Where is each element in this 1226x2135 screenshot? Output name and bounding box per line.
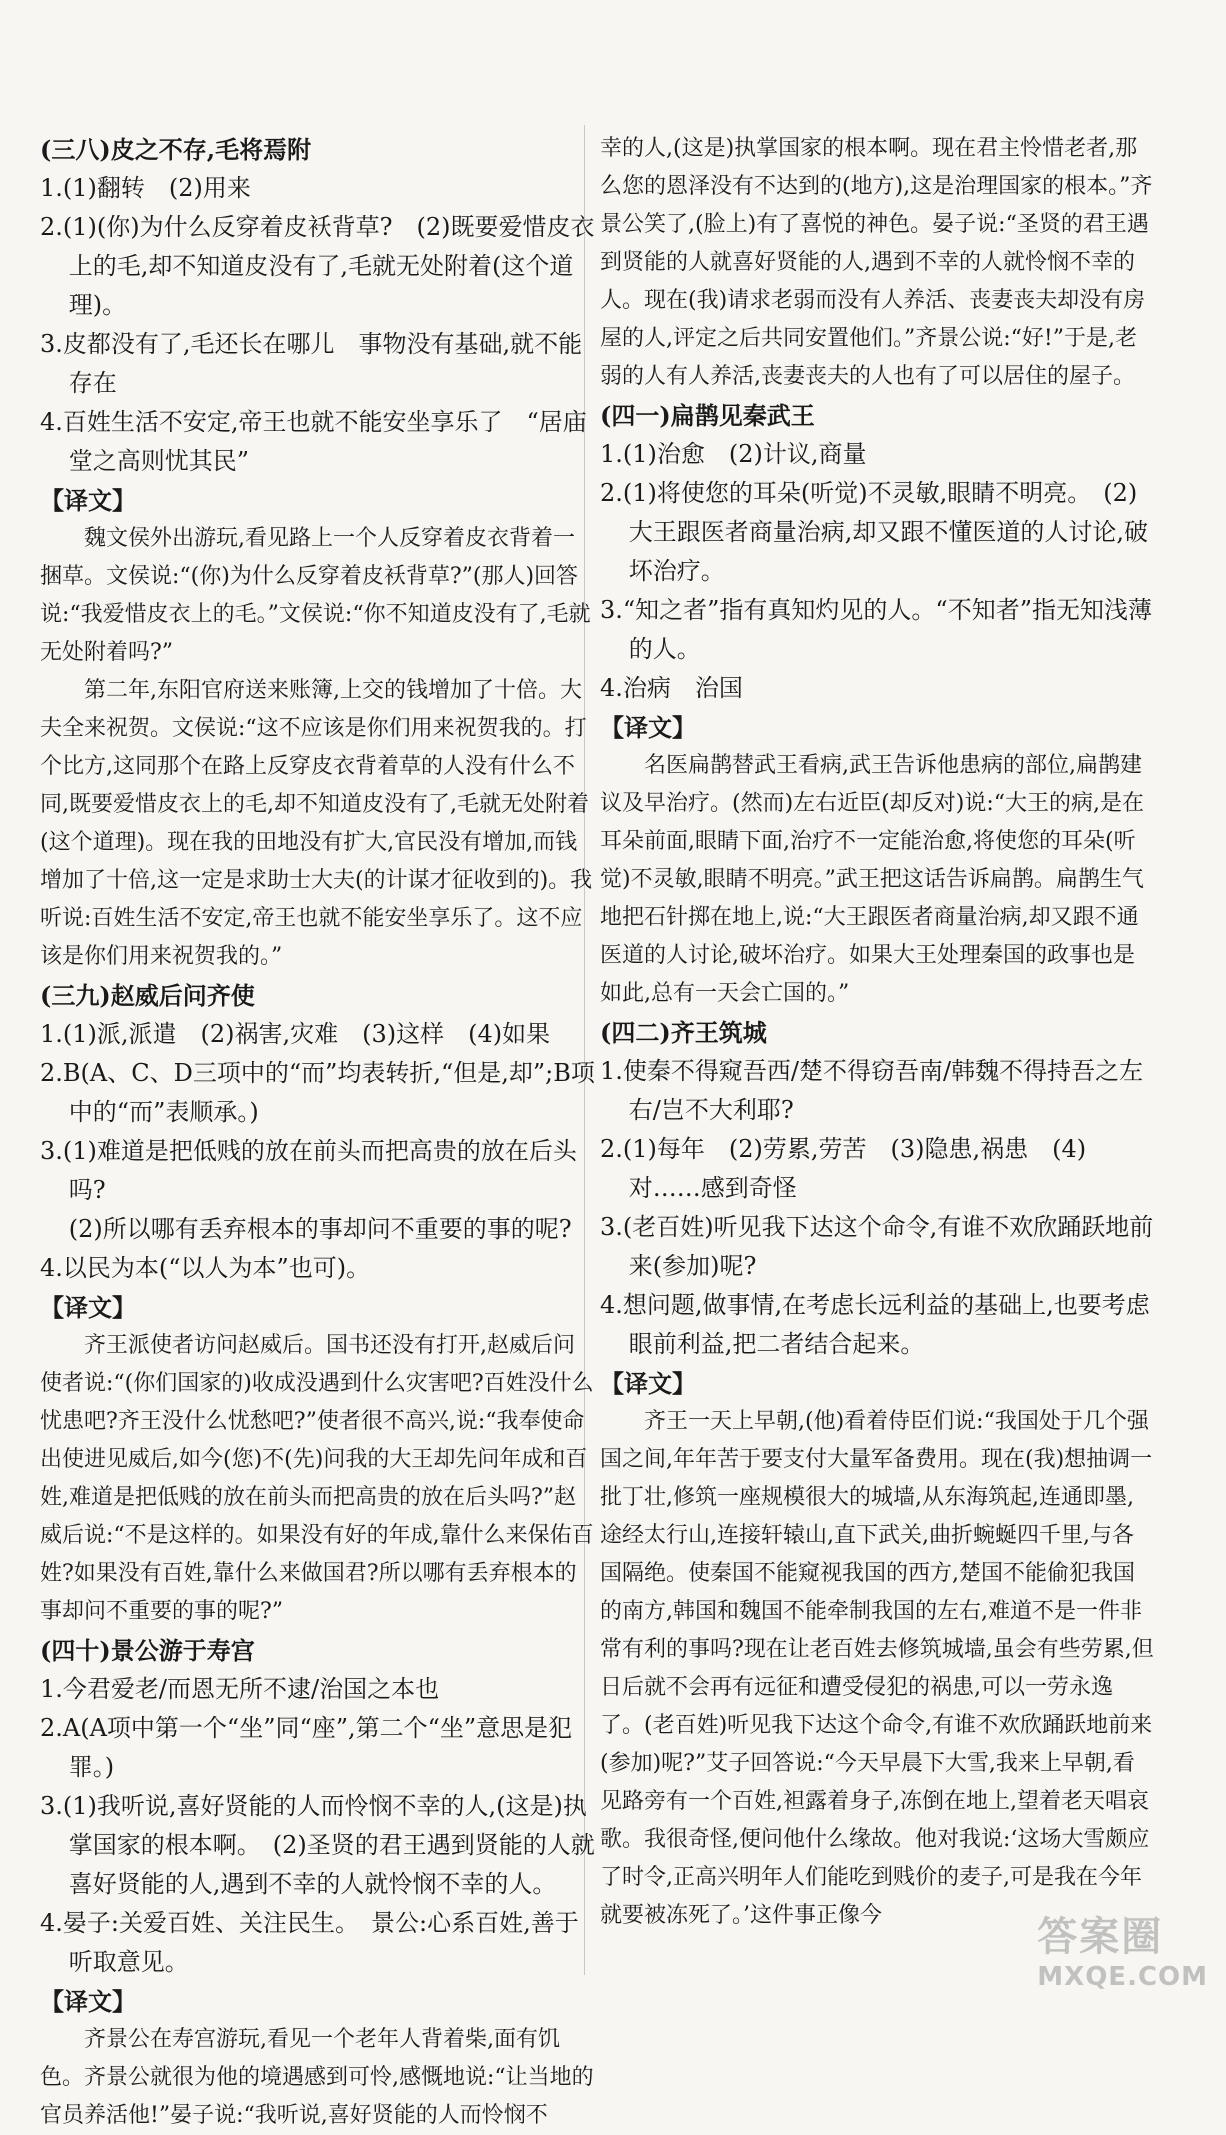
watermark-url: MXQE.COM	[1037, 1962, 1208, 1992]
answer-38-2: 2.(1)(你)为什么反穿着皮袄背草? (2)既要爱惜皮衣上的毛,却不知道皮没有了,毛就无处附着(这个道理)。	[40, 213, 595, 319]
answer-40-1: 1.今君爱老/而恩无所不逮/治国之本也	[40, 1675, 440, 1703]
answer-40-3: 3.(1)我听说,喜好贤能的人而怜悯不幸的人,(这是)执掌国家的根本啊。 (2)圣贤的君王遇到贤能的人就喜好贤能的人,遇到不幸的人就怜悯不幸的人。	[40, 1792, 595, 1898]
answer-40-4: 4.晏子:关爱百姓、关注民生。 景公:心系百姓,善于听取意见。	[40, 1909, 579, 1976]
translation-38-para-1: 魏文侯外出游玩,看见路上一个人反穿着皮衣背着一捆草。文侯说:“(你)为什么反穿着皮袄背草?”(那人)回答说:“我爱惜皮衣上的毛。”文侯说:“你不知道皮没有了,毛就无处附着吗?”	[40, 526, 591, 665]
translation-label-40: 【译文】	[40, 1987, 136, 2016]
translation-40-continued: 幸的人,(这是)执掌国家的根本啊。现在君主怜惜老者,那么您的恩泽没有不达到的(地方),这是治理国家的根本。”齐景公笑了,(脸上)有了喜悦的神色。晏子说:“圣贤的君王遇到贤能的人就喜好贤能的人,遇到不幸的人就怜悯不幸的人。现在(我)请求老弱而没有人养活、丧妻丧夫却没有房屋的人,评定之后共同安置他们。”齐景公说:“好!”于是,老弱的人有人养活,丧妻丧夫的人也有了可以居住的屋子。	[600, 136, 1153, 389]
translation-label-38: 【译文】	[40, 486, 136, 515]
section-title-41: (四一)扁鹊见秦武王	[600, 401, 815, 430]
translation-label-41: 【译文】	[600, 713, 696, 742]
answer-39-3a: 3.(1)难道是把低贱的放在前头而把高贵的放在后头吗?	[40, 1137, 577, 1204]
answer-40-2: 2.A(A项中第一个“坐”同“座”,第二个“坐”意思是犯罪。)	[40, 1714, 573, 1781]
answer-39-1: 1.(1)派,派遣 (2)祸害,灾难 (3)这样 (4)如果	[40, 1020, 551, 1048]
answer-42-4: 4.想问题,做事情,在考虑长远利益的基础上,也要考虑眼前利益,把二者结合起来。	[600, 1291, 1150, 1358]
section-title-39: (三九)赵威后问齐使	[40, 981, 255, 1010]
answer-38-4: 4.百姓生活不安定,帝王也就不能安坐享乐了 “居庙堂之高则忧其民”	[40, 408, 587, 475]
answer-39-3b: (2)所以哪有丢弃根本的事却问不重要的事的呢?	[68, 1215, 572, 1243]
answer-42-3: 3.(老百姓)听见我下达这个命令,有谁不欢欣踊跃地前来(参加)呢?	[600, 1213, 1154, 1280]
answer-39-2: 2.B(A、C、D三项中的“而”均表转折,“但是,却”;B项中的“而”表顺承。)	[40, 1059, 595, 1126]
translation-42-para-1: 齐王一天上早朝,(他)看着侍臣们说:“我国处于几个强国之间,年年苦于要支付大量军备费用。现在(我)想抽调一批丁壮,修筑一座规模很大的城墙,从东海筑起,连通即墨,途经太行山,连接轩辕山,直下武关,曲折蜿蜒四千里,与各国隔绝。使秦国不能窥视我国的西方,楚国不能偷犯我国的南方,韩国和魏国不能牵制我国的左右,难道不是一件非常有利的事吗?现在让老百姓去修筑城墙,虽会有些劳累,但日后就不会再有远征和遭受侵犯的祸患,可以一劳永逸了。(老百姓)听见我下达这个命令,有谁不欢欣踊跃地前来(参加)呢?”艾子回答说:“今天早晨下大雪,我来上早朝,看见路旁有一个百姓,袒露着身子,冻倒在地上,望着老天唱哀歌。我很奇怪,便问他什么缘故。他对我说:‘这场大雪颇应了时令,正高兴明年人们能吃到贱价的麦子,可是我在今年就要被冻死了。’这件事正像今	[600, 1409, 1154, 1928]
answer-38-1: 1.(1)翻转 (2)用来	[40, 174, 251, 202]
translation-41-para-1: 名医扁鹊替武王看病,武王告诉他患病的部位,扁鹊建议及早治疗。(然而)左右近臣(却反对)说:“大王的病,是在耳朵前面,眼睛下面,治疗不一定能治愈,将使您的耳朵(听觉)不灵敏,眼睛不明亮。”武王把这话告诉扁鹊。扁鹊生气地把石针掷在地上,说:“大王跟医者商量治病,却又跟不通医道的人讨论,破坏治疗。如果大王处理秦国的政事也是如此,总有一天会亡国的。”	[600, 753, 1144, 1006]
translation-39-para-1: 齐王派使者访问赵威后。国书还没有打开,赵威后问使者说:“(你们国家的)收成没遇到什么灾害吧?百姓没什么忧患吧?齐王没什么忧愁吧?”使者很不高兴,说:“我奉使命出使进见威后,如今(您)不(先)问我的大王却先问年成和百姓,难道是把低贱的放在前头而把高贵的放在后头吗?”赵威后说:“不是这样的。如果没有好的年成,靠什么来保佑百姓?如果没有百姓,靠什么来做国君?所以哪有丢弃根本的事却问不重要的事的呢?”	[40, 1333, 594, 1624]
answer-41-2: 2.(1)将使您的耳朵(听觉)不灵敏,眼睛不明亮。 (2)大王跟医者商量治病,却又跟不懂医道的人讨论,破坏治疗。	[600, 479, 1149, 585]
section-title-38: (三八)皮之不存,毛将焉附	[40, 135, 312, 164]
right-column	[600, 130, 1155, 1935]
answer-42-2: 2.(1)每年 (2)劳累,劳苦 (3)隐患,祸患 (4)对……感到奇怪	[600, 1135, 1087, 1202]
section-title-42: (四二)齐王筑城	[600, 1018, 767, 1047]
translation-38-para-2: 第二年,东阳官府送来账簿,上交的钱增加了十倍。大夫全来祝贺。文侯说:“这不应该是你们用来祝贺我的。打个比方,这同那个在路上反穿皮衣背着草的人没有什么不同,既要爱惜皮衣上的毛,却不知道皮没有了,毛就无处附着(这个道理)。现在我的田地没有扩大,官民没有增加,而钱增加了十倍,这一定是求助士大夫(的计谋才征收到的)。我听说:百姓生活不安定,帝王也就不能安坐享乐了。这不应该是你们用来祝贺我的。”	[40, 678, 593, 969]
answer-41-4: 4.治病 治国	[600, 674, 743, 702]
translation-label-42: 【译文】	[600, 1369, 696, 1398]
answer-41-1: 1.(1)治愈 (2)计议,商量	[600, 440, 867, 468]
translation-label-39: 【译文】	[40, 1293, 136, 1322]
answer-41-3: 3.“知之者”指有真知灼见的人。“不知者”指无知浅薄的人。	[600, 596, 1152, 663]
site-watermark	[1037, 1905, 1208, 1992]
answer-39-4: 4.以民为本(“以人为本”也可)。	[40, 1254, 371, 1282]
left-column	[40, 130, 595, 2135]
translation-40-para-1: 齐景公在寿宫游玩,看见一个老年人背着柴,面有饥色。齐景公就很为他的境遇感到可怜,感慨地说:“让当地的官员养活他!”晏子说:“我听说,喜好贤能的人而怜悯不	[40, 2027, 594, 2128]
answer-38-3: 3.皮都没有了,毛还长在哪儿 事物没有基础,就不能存在	[40, 330, 583, 397]
watermark-logo: 答案圈	[1037, 1914, 1164, 1960]
section-title-40: (四十)景公游于寿宫	[40, 1636, 255, 1665]
answer-42-1: 1.使秦不得窥吾西/楚不得窃吾南/韩魏不得持吾之左右/岂不大利耶?	[600, 1057, 1144, 1124]
